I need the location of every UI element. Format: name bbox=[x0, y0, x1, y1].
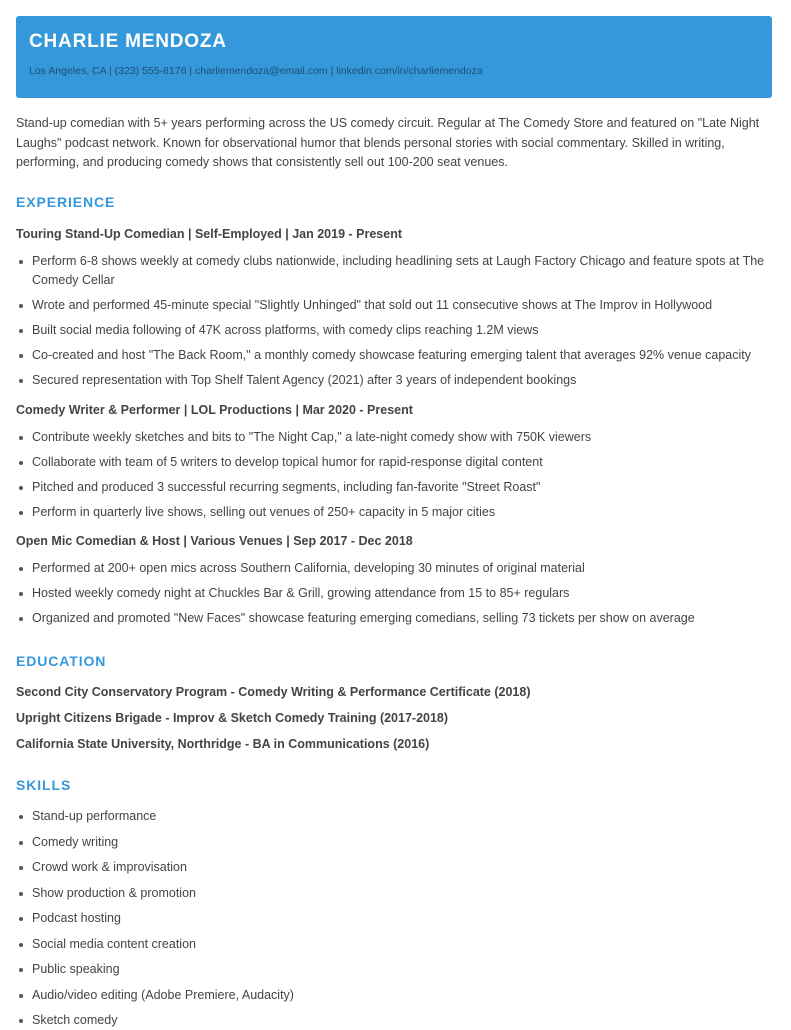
list-item: Built social media following of 47K across platforms, with comedy clips reaching 1.2M views bbox=[16, 321, 772, 340]
skills-list bbox=[16, 807, 772, 1030]
list-item: Show production & promotion bbox=[16, 884, 772, 903]
list-item: Audio/video editing (Adobe Premiere, Audacity) bbox=[16, 986, 772, 1005]
list-item: Perform 6-8 shows weekly at comedy clubs nationwide, including headlining sets at Laugh Factory Chicago and feature spots at The Comedy Cellar bbox=[16, 252, 772, 290]
contact-info: Los Angeles, CA | (323) 555-8176 | charliemendoza@email.com | linkedin.com/in/charliemendoza bbox=[29, 65, 483, 77]
list-item: Organized and promoted "New Faces" showcase featuring emerging comedians, selling 73 tickets per show on average bbox=[16, 609, 772, 628]
list-item: Pitched and produced 3 successful recurring segments, including fan-favorite "Street Roast" bbox=[16, 478, 772, 497]
list-item: Sketch comedy bbox=[16, 1011, 772, 1030]
job-bullets bbox=[16, 559, 772, 628]
education-heading: EDUCATION bbox=[16, 653, 107, 669]
list-item: Hosted weekly comedy night at Chuckles Bar & Grill, growing attendance from 15 to 85+ regulars bbox=[16, 584, 772, 603]
resume-header bbox=[16, 16, 772, 98]
list-item: Co-created and host "The Back Room," a monthly comedy showcase featuring emerging talent that averages 92% venue capacity bbox=[16, 346, 772, 365]
list-item: Wrote and performed 45-minute special "Slightly Unhinged" that sold out 11 consecutive shows at The Improv in Hollywood bbox=[16, 296, 772, 315]
list-item: Perform in quarterly live shows, selling out venues of 250+ capacity in 5 major cities bbox=[16, 503, 772, 522]
list-item: Comedy writing bbox=[16, 833, 772, 852]
education-item: Second City Conservatory Program - Comedy Writing & Performance Certificate (2018) bbox=[16, 685, 531, 699]
list-item: Collaborate with team of 5 writers to develop topical humor for rapid-response digital content bbox=[16, 453, 772, 472]
list-item: Performed at 200+ open mics across Southern California, developing 30 minutes of original material bbox=[16, 559, 772, 578]
job-bullets bbox=[16, 252, 772, 390]
skills-heading: SKILLS bbox=[16, 777, 72, 793]
list-item: Crowd work & improvisation bbox=[16, 858, 772, 877]
education-item: California State University, Northridge - BA in Communications (2016) bbox=[16, 737, 430, 751]
list-item: Podcast hosting bbox=[16, 909, 772, 928]
professional-summary: Stand-up comedian with 5+ years performing across the US comedy circuit. Regular at The Comedy Store and featured on "Late Night Laughs" podcast network. Known for observational humor that blends personal stories with social commentary. Skilled in writing, performing, and producing comedy shows that consistently sell out 100-200 seat venues. bbox=[16, 116, 760, 169]
job-bullets bbox=[16, 428, 772, 522]
experience-heading: EXPERIENCE bbox=[16, 194, 116, 210]
list-item: Stand-up performance bbox=[16, 807, 772, 826]
job-heading: Comedy Writer & Performer | LOL Productions | Mar 2020 - Present bbox=[16, 403, 413, 417]
job-heading: Open Mic Comedian & Host | Various Venues | Sep 2017 - Dec 2018 bbox=[16, 534, 413, 548]
list-item: Contribute weekly sketches and bits to "The Night Cap," a late-night comedy show with 750K viewers bbox=[16, 428, 772, 447]
list-item: Social media content creation bbox=[16, 935, 772, 954]
list-item: Secured representation with Top Shelf Talent Agency (2021) after 3 years of independent bookings bbox=[16, 371, 772, 390]
list-item: Public speaking bbox=[16, 960, 772, 979]
education-item: Upright Citizens Brigade - Improv & Sketch Comedy Training (2017-2018) bbox=[16, 711, 449, 725]
candidate-name: CHARLIE MENDOZA bbox=[29, 31, 227, 52]
job-heading: Touring Stand-Up Comedian | Self-Employed | Jan 2019 - Present bbox=[16, 227, 402, 241]
